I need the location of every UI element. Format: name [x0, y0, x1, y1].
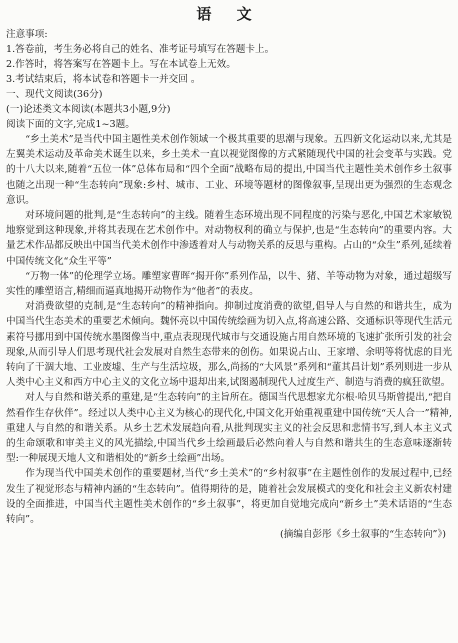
article-paragraph: “乡土美术”是当代中国主题性美术创作领域一个极其重要的思潮与现象。五四新文化运动以来,尤其是左翼美术运动及革命美术诞生以来，乡土美术一直以视觉图像的方式紧随现代中国的社会变革与实践。党的十八大以来,随着“五位一体”总体布局和“四个全面”战略布局的提出,中国当代主题性美术创作乡土叙事也随之出现一种“生态转向”现象:乡村、城市、工业、环境等题材的图像叙事,呈现出更为强烈的生态观念意识。	[6, 134, 452, 206]
article-paragraph: “万物一体”的伦理学立场。雕塑家曹晖“揭开你”系列作品，以牛、猪、羊等动物为对象，通过超级写实性的雕塑语言,精细而逼真地揭开动物作为“他者”的表皮。	[6, 270, 452, 298]
article-paragraph: 作为现当代中国美术创作的重要题材,当代“乡土美术”的“乡村叙事”在主题性创作的发展过程中,已经发生了视觉形态与精神内涵的“生态转向”。值得期待的是，随着社会发展模式的变化和社会主义新农村建设的全面推进，中国当代主题性美术创作的“乡土叙事”，将更加自觉地完成向“新乡土”美术话语的“生态转向”。	[6, 468, 452, 526]
notice-item: 3.考试结束后，将本试卷和答题卡一并交回 。	[6, 74, 201, 85]
article-source: (摘编自彭彤《乡土叙事的“生态转向”》)	[280, 529, 446, 541]
article-paragraph: 对环境问题的批判,是“生态转向”的主线。随着生态环境出现不同程度的污染与恶化,中国艺术家敏锐地察觉到这种现象,并将其表现在艺术创作中。对动物权利的确立与保护,也是“生态转向”的重要内容。大量艺术作品都反映出中国当代美术创作中渗透着对人与动物关系的反思与重构。占山的“众生”系列,延续着中国传统文化“众生平等”	[6, 210, 452, 267]
notice-item: 2.作答时，将答案写在答题卡上。写在本试卷上无效。	[6, 59, 236, 70]
article-paragraph: 对消费欲望的克制,是“生态转向”的精神指向。抑制过度消费的欲望,倡导人与自然的和谐共生，成为中国当代生态美术的重要艺术倾向。魏怀亮以中国传统绘画为切入点,将高速公路、交通标识等现代生活元素符号挪用到中国传统水墨图像当中,重点表现现代城市与交通设施占用自然环境的飞速扩张所引发的社会现象,从而引导人们思考现代社会发展对自然生态带来的创伤。如果说占山、王家增、余明等将忧虑的目光转向了干涸大地、工业废墟、生产与生活垃圾，那么,尚扬的“大风景”系列和“董其昌计划”系列则进一步从人类中心主义和西方中心主义的文化立场中退却出来,试图遏制现代人过度生产、制造与消费的疯狂欲望。	[6, 301, 452, 389]
page-title: 语 文	[196, 5, 262, 23]
reading-instruction: 阅读下面的文字,完成1~3题。	[6, 119, 135, 130]
article-paragraph: 对人与自然和谐关系的重建,是“生态转向”的主旨所在。德国当代思想家尤尔根·哈贝马斯曾提出,“把自然看作生存伙伴”。经过以人类中心主义为核心的现代化,中国文化开始重视重建中国传统“天人合一”精神,重建人与自然的和谐关系。从乡土艺术发展趋向看,从批判现实主义的社会反思和悲情书写,到人本主义式的生命颂歌和审美主义的风光描绘,中国当代乡土绘画最后必然向着人与自然和谐共生的生态意味逐渐转型:一种展现天地人文和谐相处的“新乡土绘画”出场。	[6, 392, 452, 465]
notice-heading: 注意事项:	[6, 29, 48, 40]
subsection-heading: (一)论述类文本阅读(本题共3小题,9分)	[6, 104, 171, 115]
section-heading: 一、现代文阅读(36分)	[6, 89, 103, 100]
notice-item: 1.答卷前，考生务必将自己的姓名、准考证号填写在答题卡上。	[6, 44, 275, 55]
